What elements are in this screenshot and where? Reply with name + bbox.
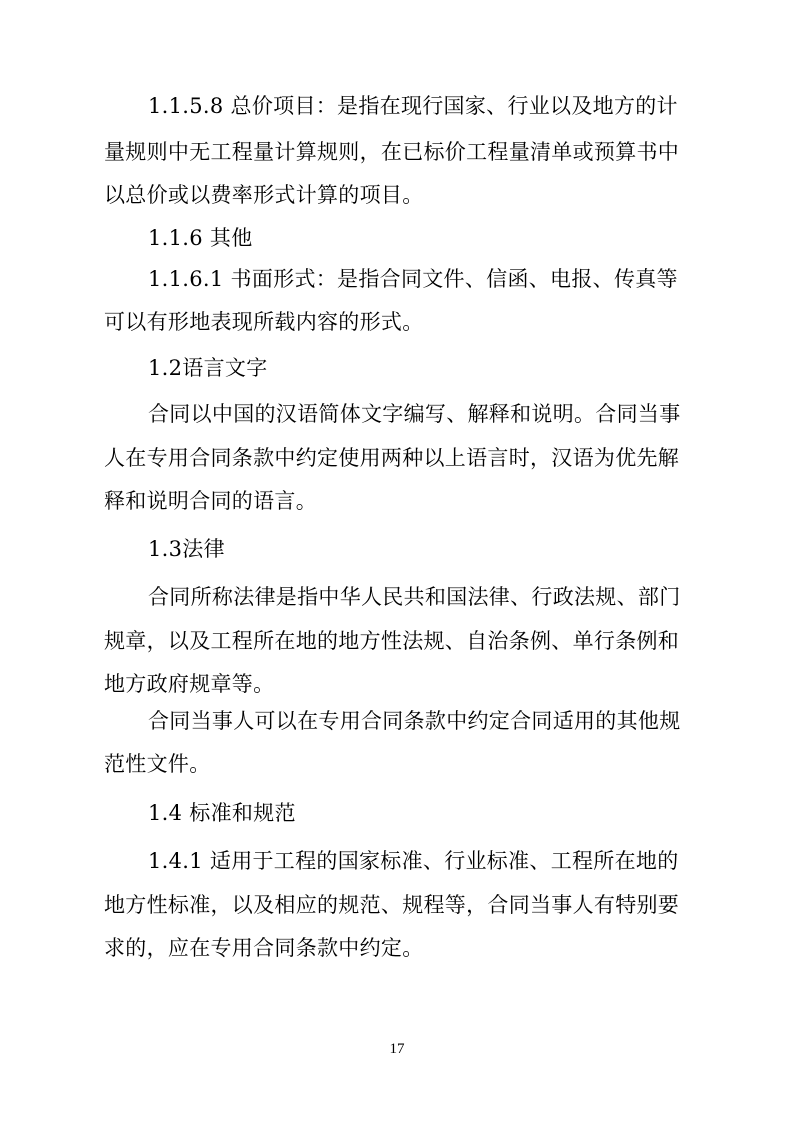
text-line: 规章，以及工程所在地的地方性法规、自治条例、单行条例和: [104, 629, 680, 653]
text-line: 合同所称法律是指中华人民共和国法律、行政法规、部门: [148, 585, 681, 609]
section-heading: 1.4 标准和规范: [148, 801, 296, 825]
text-line: 释和说明合同的语言。: [104, 489, 317, 513]
section-heading: 1.2语言文字: [148, 356, 268, 380]
text-line: 可以有形地表现所载内容的形式。: [104, 310, 424, 334]
text-line: 量规则中无工程量计算规则，在已标价工程量清单或预算书中: [104, 140, 680, 164]
text-line: 人在专用合同条款中约定使用两种以上语言时，汉语为优先解: [104, 446, 680, 470]
text-line: 以总价或以费率形式计算的项目。: [104, 183, 424, 207]
text-line: 1.1.5.8 总价项目：是指在现行国家、行业以及地方的计: [148, 94, 678, 118]
text-line: 1.4.1 适用于工程的国家标准、行业标准、工程所在地的: [148, 849, 679, 873]
section-heading: 1.1.6 其他: [148, 226, 253, 250]
text-line: 地方性标准，以及相应的规范、规程等，合同当事人有特别要: [104, 893, 680, 917]
text-line: 地方政府规章等。: [104, 672, 275, 696]
text-line: 1.1.6.1 书面形式：是指合同文件、信函、电报、传真等: [148, 267, 678, 291]
text-line: 合同当事人可以在专用合同条款中约定合同适用的其他规: [148, 709, 681, 733]
text-line: 合同以中国的汉语简体文字编写、解释和说明。合同当事: [148, 402, 681, 426]
text-line: 范性文件。: [104, 752, 211, 776]
page-number: 17: [389, 1041, 405, 1057]
text-line: 求的，应在专用合同条款中约定。: [104, 936, 424, 960]
section-heading: 1.3法律: [148, 537, 225, 561]
